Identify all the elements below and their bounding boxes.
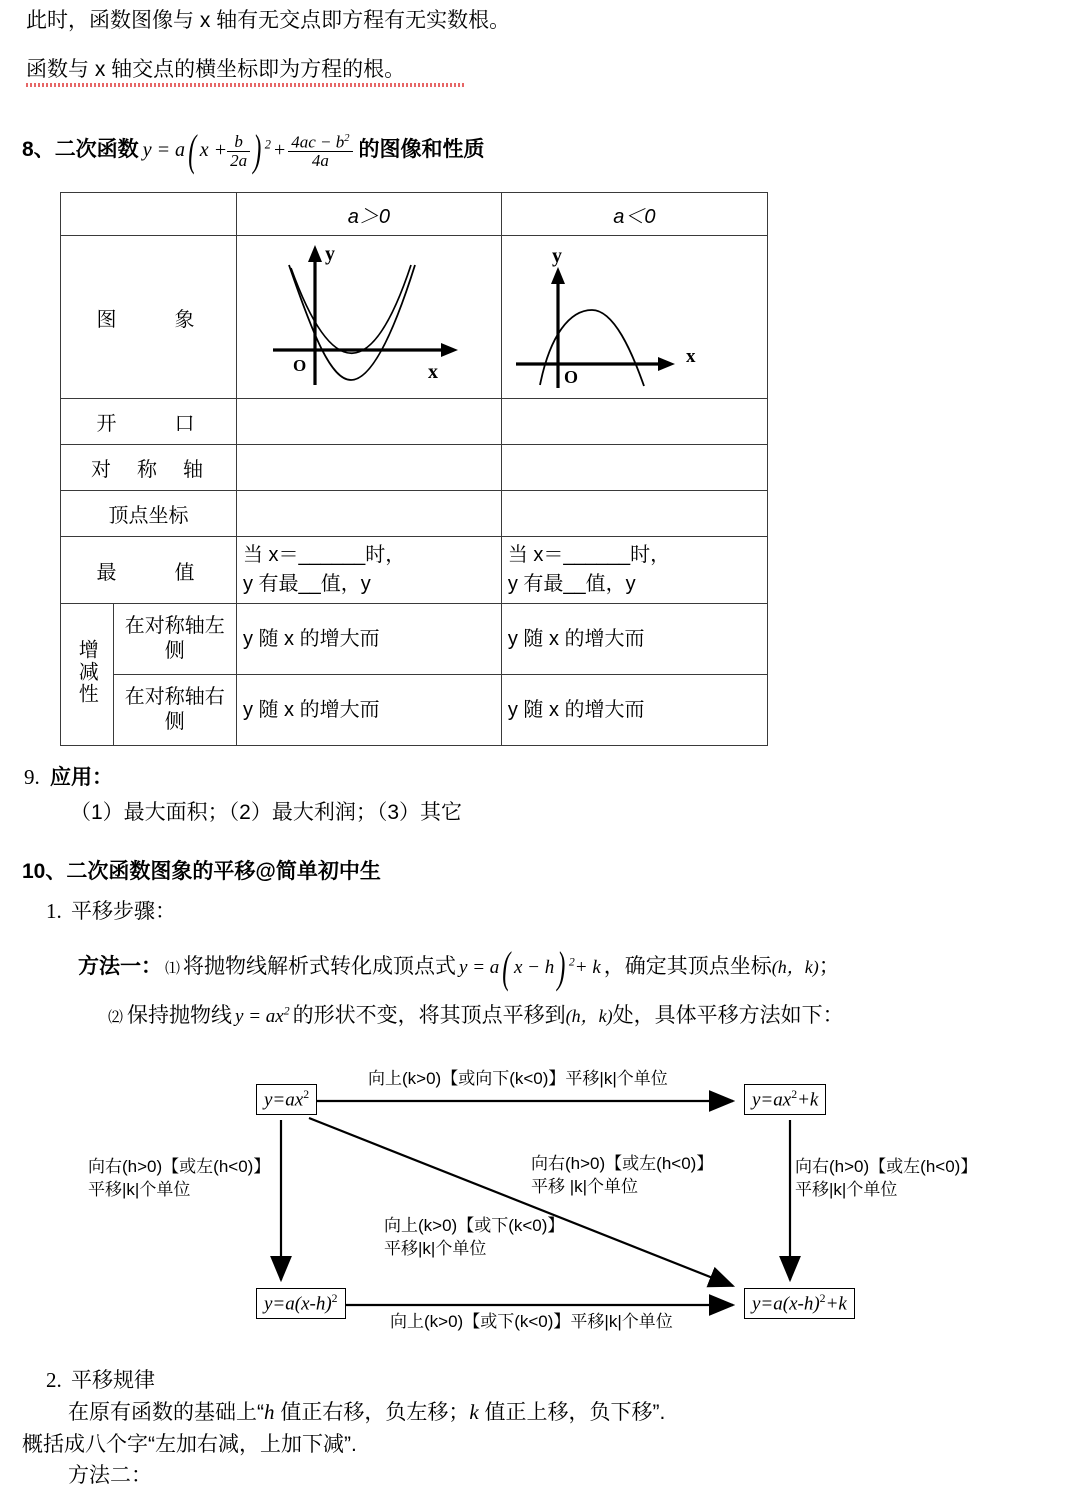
cell-axis-a-positive[interactable] <box>236 445 501 491</box>
parabola-down-graph <box>508 240 758 388</box>
edge-label-left <box>88 1156 270 1202</box>
svg-text:O: O <box>563 367 578 387</box>
section-8-formula <box>139 126 353 175</box>
node-3-sup: 2 <box>331 1292 338 1305</box>
rule-line-1-end: 值正上移，负下移”. <box>478 1401 666 1424</box>
node-1-sup: 2 <box>303 1088 310 1101</box>
table-row-monotonic-left <box>61 604 768 675</box>
node-2-sup: 2 <box>791 1088 798 1101</box>
section-9-number: 9. <box>24 765 40 789</box>
step-1-heading <box>46 899 176 924</box>
step-2-heading <box>46 1368 155 1393</box>
m1a-f3: + k <box>574 956 601 978</box>
quadratic-properties-table <box>60 192 768 746</box>
row-label-graph: 图 象 <box>61 236 237 399</box>
m1b-f1: y = ax <box>235 1006 284 1027</box>
svg-text:x: x <box>685 346 696 367</box>
table-row-opening <box>61 399 768 445</box>
graph-cell-a-negative <box>501 236 767 399</box>
edge-left-line-2: 平移|k|个单位 <box>88 1179 191 1199</box>
table-row-extremum <box>61 537 768 604</box>
extremum-neg-line-2: y 有最__值，y <box>507 573 636 595</box>
edge-label-right <box>795 1156 977 1202</box>
step-2-title: 平移规律 <box>71 1369 155 1392</box>
cell-opening-a-negative[interactable] <box>501 399 767 445</box>
m1a-f1: y = a <box>459 956 500 978</box>
monotonicity-vertical-label: 增减性 <box>75 638 98 705</box>
svg-text:O: O <box>292 356 307 375</box>
cell-extremum-a-positive[interactable] <box>236 537 501 604</box>
method-1-a-end: ； <box>818 954 840 978</box>
rule-line-1-k: k <box>469 1400 479 1424</box>
step-1-number: 1. <box>46 899 62 923</box>
row-label-vertex: 顶点坐标 <box>61 491 237 537</box>
step-2-number: 2. <box>46 1368 62 1392</box>
fraction-1-denominator: 2a <box>227 151 250 170</box>
section-8-title-prefix: 二次函数 <box>54 138 139 161</box>
section-9-heading <box>24 765 113 790</box>
edge-label-diagonal <box>531 1153 713 1199</box>
method-1-b-coord: (h，k) <box>565 1006 613 1026</box>
intro-line-2: 函数与 x 轴交点的横坐标即为方程的根。 <box>26 58 406 81</box>
section-8-title-suffix: 的图像和性质 <box>358 138 485 161</box>
cell-monotonic-left-a-negative[interactable]: y 随 x 的增大而 <box>501 604 767 675</box>
extremum-pos-line-2: y 有最__值，y <box>242 573 371 595</box>
flow-node-y-equals-ax2[interactable] <box>256 1084 317 1115</box>
spellcheck-underline <box>26 83 464 87</box>
formula-inner-x: x + <box>199 139 228 161</box>
section-10-heading <box>22 858 381 884</box>
node-4-sup: 2 <box>819 1292 826 1305</box>
cell-monotonic-right-a-negative[interactable]: y 随 x 的增大而 <box>501 675 767 746</box>
rule-line-1-mid: 值正右移，负左移； <box>274 1401 470 1424</box>
formula-open-paren: ( <box>188 126 197 175</box>
cell-vertex-a-positive[interactable] <box>236 491 501 537</box>
flow-node-y-equals-ax2-plus-k[interactable] <box>744 1084 826 1115</box>
node-2-tail: +k <box>797 1089 819 1111</box>
method-1-step-a <box>78 942 840 995</box>
section-8-heading <box>22 125 485 178</box>
table-row-axis-of-symmetry <box>61 445 768 491</box>
cell-monotonic-right-a-positive[interactable]: y 随 x 的增大而 <box>236 675 501 746</box>
formula-fraction-2 <box>288 133 352 170</box>
edge-diagonal2-line-2: 平移|k|个单位 <box>384 1238 487 1258</box>
section-10-number: 10、 <box>22 860 67 883</box>
header-blank-1 <box>61 193 114 236</box>
method-2-label: 方法二： <box>68 1464 152 1487</box>
formula-plus: + <box>273 139 286 161</box>
sub-label-right-of-axis: 在对称轴右侧 <box>113 675 236 746</box>
fraction-2-numerator <box>288 133 352 152</box>
edge-top-line-1: 向上(k>0)【或向下(k<0)】平移|k|个单位 <box>368 1069 668 1088</box>
edge-right-line-2: 平移|k|个单位 <box>795 1179 898 1199</box>
m1b-sup: 2 <box>283 1004 290 1018</box>
method-1-a-coord: (h，k) <box>771 956 819 977</box>
svg-text:y: y <box>324 243 335 265</box>
graph-cell-a-positive <box>236 236 501 399</box>
method-1-a-pretext: 将抛物线解析式转化成顶点式 <box>183 954 457 978</box>
parabola-up-graph <box>243 240 493 388</box>
section-8-number: 8、 <box>22 138 55 161</box>
header-a-positive: a＞0 <box>236 193 501 236</box>
node-4-tail: +k <box>825 1293 847 1315</box>
method-1-b-midtext: 的形状不变，将其顶点平移到 <box>292 1004 566 1027</box>
edge-label-top <box>368 1068 668 1091</box>
fraction-2-numerator-text: 4ac − b <box>291 132 345 152</box>
m1a-open-paren: ( <box>502 943 511 992</box>
svg-text:y: y <box>551 245 562 267</box>
method-1-label: 方法一： <box>78 954 162 978</box>
cell-axis-a-negative[interactable] <box>501 445 767 491</box>
cell-monotonic-left-a-positive[interactable]: y 随 x 的增大而 <box>236 604 501 675</box>
node-1-text: y=ax <box>264 1089 304 1111</box>
flow-node-y-equals-a-x-minus-h-squared[interactable] <box>256 1288 346 1319</box>
method-1-b-formula <box>232 1006 293 1027</box>
cell-opening-a-positive[interactable] <box>236 399 501 445</box>
fraction-2-denominator: 4a <box>288 151 352 170</box>
node-3-text: y=a(x-h) <box>264 1293 332 1315</box>
step-2-rule-line-1 <box>68 1400 665 1425</box>
section-9-items: （1）最大面积；（2）最大利润；（3）其它 <box>70 801 463 824</box>
extremum-pos-line-1: 当 x＝______时， <box>242 544 406 566</box>
flow-node-vertex-form[interactable] <box>744 1288 855 1319</box>
flow-diagram-arrows <box>0 1058 1080 1348</box>
node-4-text: y=a(x-h) <box>752 1293 820 1315</box>
rule-line-1-pre: 在原有函数的基础上“ <box>68 1401 264 1424</box>
section-9-title: 应用： <box>50 766 113 789</box>
table-row-vertex <box>61 491 768 537</box>
formula-fraction-1 <box>227 133 250 170</box>
method-1-a-posttext: ，确定其顶点坐标 <box>603 954 772 978</box>
rule-line-1-h: h <box>264 1400 275 1424</box>
intro-line-1: 此时，函数图像与 x 轴有无交点即方程有无实数根。 <box>26 9 511 32</box>
table-header-row <box>61 193 768 236</box>
extremum-neg-line-1: 当 x＝______时， <box>507 544 671 566</box>
table-row-monotonic-right <box>61 675 768 746</box>
row-label-monotonicity <box>61 604 114 746</box>
method-1-b-number: ⑵ <box>108 1010 124 1026</box>
table-row-graph <box>61 236 768 399</box>
method-1-a-number: ⑴ <box>165 960 181 977</box>
section-10-title: 二次函数图象的平移@简单初中生 <box>66 860 381 883</box>
m1a-sup: 2 <box>568 955 575 969</box>
sub-label-left-of-axis: 在对称轴左侧 <box>113 604 236 675</box>
row-label-opening: 开 口 <box>61 399 237 445</box>
m1a-f2: x − h <box>513 956 555 978</box>
header-a-negative: a＜0 <box>501 193 767 236</box>
edge-diagonal-line-1: 向右(h>0)【或左(h<0)】 <box>531 1154 714 1173</box>
node-2-text: y=ax <box>752 1089 792 1111</box>
method-1-b-posttext: 处，具体平移方法如下： <box>612 1004 844 1027</box>
translation-flow-diagram <box>0 1058 1080 1348</box>
method-1-step-b <box>108 1003 844 1029</box>
header-blank-2 <box>113 193 236 236</box>
step-1-title: 平移步骤： <box>71 900 176 923</box>
svg-text:x: x <box>427 361 438 383</box>
method-1-a-formula <box>456 943 604 992</box>
edge-diagonal2-line-1: 向上(k>0)【或下(k<0)】 <box>384 1216 565 1235</box>
edge-label-diagonal-secondary <box>384 1215 564 1261</box>
formula-power: 2 <box>264 137 271 152</box>
fraction-1-numerator: b <box>234 132 243 152</box>
edge-bottom-line-1: 向上(k>0)【或下(k<0)】平移|k|个单位 <box>390 1312 673 1331</box>
step-2-rule-line-2: 概括成八个字“左加右减，上加下减”. <box>22 1433 357 1456</box>
formula-close-paren: ) <box>253 126 262 175</box>
row-label-axis-of-symmetry: 对 称 轴 <box>61 445 237 491</box>
method-1-b-pretext: 保持抛物线 <box>127 1004 233 1027</box>
edge-right-line-1: 向右(h>0)【或左(h<0)】 <box>795 1157 978 1176</box>
m1a-close-paren: ) <box>557 943 566 992</box>
edge-diagonal-line-2: 平移 |k|个单位 <box>531 1176 639 1196</box>
cell-vertex-a-negative[interactable] <box>501 491 767 537</box>
fraction-2-numerator-sup: 2 <box>344 132 350 144</box>
edge-label-bottom <box>390 1311 673 1334</box>
formula-lhs: y = a <box>142 139 186 161</box>
edge-left-line-1: 向右(h>0)【或左(h<0)】 <box>88 1157 271 1176</box>
row-label-extremum: 最 值 <box>61 537 237 604</box>
cell-extremum-a-negative[interactable] <box>501 537 767 604</box>
